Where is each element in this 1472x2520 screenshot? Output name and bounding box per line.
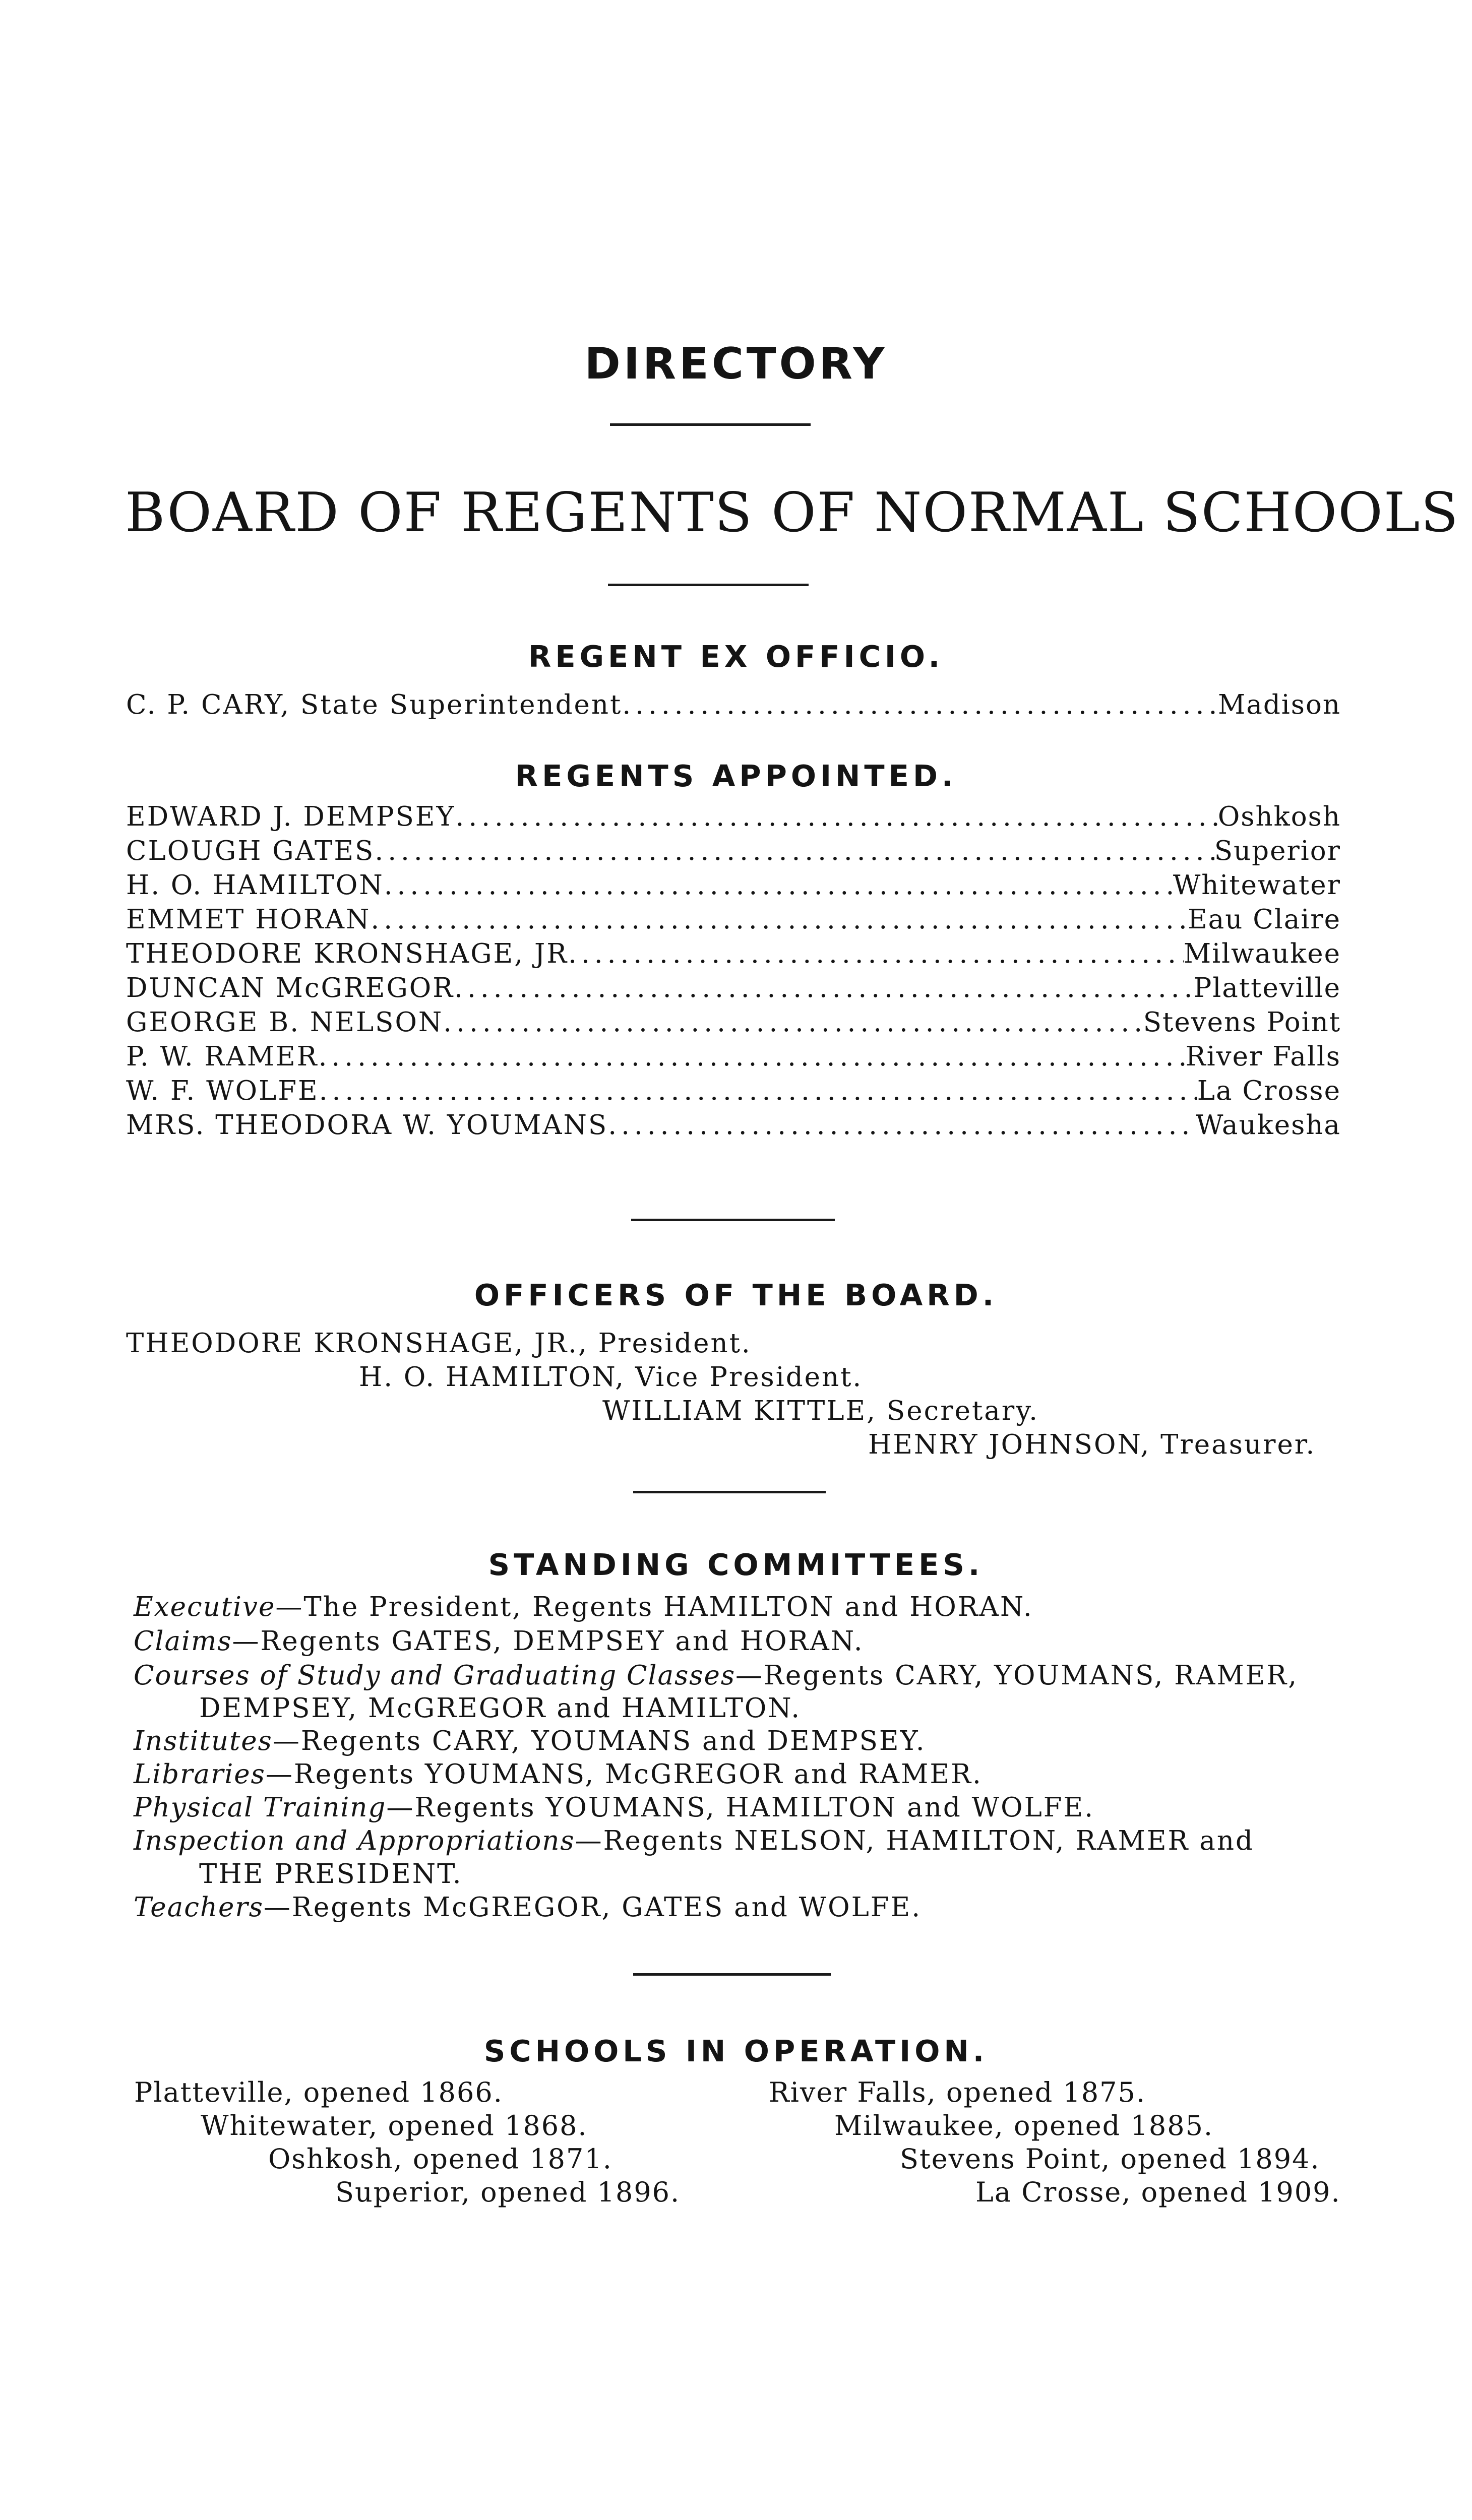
- divider: [631, 1219, 835, 1221]
- committee-members: —Regents CARY, YOUMANS and DEMPSEY.: [272, 1726, 926, 1756]
- dot-leader: [371, 904, 1188, 935]
- section-heading-committees: STANDING COMMITTEES.: [488, 1547, 984, 1582]
- dot-leader: [608, 1110, 1196, 1141]
- committee-label: Teachers: [134, 1892, 264, 1923]
- section-heading-ex-officio: REGENT EX OFFICIO.: [528, 639, 944, 674]
- school-entry: Stevens Point, opened 1894.: [900, 2143, 1320, 2175]
- committee-members: —Regents CARY, YOUMANS, RAMER,: [735, 1660, 1299, 1691]
- dot-leader: [319, 1076, 1197, 1106]
- regent-entry: [126, 1007, 1341, 1041]
- section-heading-appointed: REGENTS APPOINTED.: [515, 759, 957, 793]
- regent-entry: [126, 1076, 1341, 1110]
- regent-name: H. O. HAMILTON: [126, 870, 384, 901]
- regent-name: P. W. RAMER: [126, 1041, 319, 1072]
- committee-members: —The President, Regents HAMILTON and HORAN.: [275, 1592, 1033, 1622]
- school-entry: Superior, opened 1896.: [335, 2176, 681, 2208]
- committee-members: —Regents McGREGOR, GATES and WOLFE.: [263, 1892, 922, 1923]
- dot-leader: [375, 836, 1214, 866]
- dot-leader: [443, 1007, 1143, 1038]
- dot-leader: [455, 801, 1217, 832]
- officer-line: HENRY JOHNSON, Treasurer.: [868, 1429, 1316, 1460]
- committee-item: [134, 1759, 983, 1790]
- committee-item: [134, 1660, 1298, 1691]
- regent-entry: [126, 904, 1341, 938]
- committee-item: [134, 1892, 922, 1923]
- school-entry: La Crosse, opened 1909.: [975, 2176, 1341, 2208]
- committee-item: [134, 1792, 1094, 1823]
- regent-entry: [126, 801, 1341, 836]
- regent-place: Platteville: [1193, 973, 1341, 1003]
- regent-place: Madison: [1218, 689, 1341, 720]
- dot-leader: [568, 938, 1184, 969]
- officer-line: H. O. HAMILTON, Vice President.: [359, 1362, 863, 1393]
- regent-name: DUNCAN McGREGOR: [126, 973, 455, 1003]
- regent-place: Superior: [1214, 836, 1341, 866]
- section-heading-schools: SCHOOLS IN OPERATION.: [483, 2034, 989, 2068]
- divider: [633, 1491, 826, 1493]
- dot-leader: [384, 870, 1173, 901]
- committee-continuation: THE PRESIDENT.: [199, 1859, 463, 1889]
- regent-place: Whitewater: [1173, 870, 1341, 901]
- regent-entry: [126, 870, 1341, 904]
- committee-label: Libraries: [134, 1759, 266, 1790]
- divider: [608, 584, 809, 586]
- committee-members: —Regents YOUMANS, HAMILTON and WOLFE.: [386, 1792, 1095, 1823]
- committee-members: —Regents GATES, DEMPSEY and HORAN.: [232, 1626, 864, 1657]
- dot-leader: [622, 689, 1218, 720]
- regent-place: River Falls: [1185, 1041, 1341, 1072]
- regent-name: EMMET HORAN: [126, 904, 371, 935]
- regent-name: CLOUGH GATES: [126, 836, 375, 866]
- committee-members: —Regents NELSON, HAMILTON, RAMER and: [575, 1825, 1254, 1856]
- regent-place: Milwaukee: [1183, 938, 1341, 969]
- committee-label: Inspection and Appropriations: [134, 1825, 575, 1856]
- regent-name: EDWARD J. DEMPSEY: [126, 801, 456, 832]
- school-entry: Milwaukee, opened 1885.: [834, 2110, 1214, 2141]
- school-entry: Whitewater, opened 1868.: [201, 2110, 588, 2141]
- dot-leader: [454, 973, 1193, 1003]
- committee-label: Institutes: [134, 1726, 273, 1756]
- regent-entry: [126, 1110, 1341, 1144]
- school-entry: Oshkosh, opened 1871.: [268, 2143, 612, 2175]
- regent-entry: [126, 938, 1341, 973]
- regent-entry: [126, 836, 1341, 870]
- school-entry: River Falls, opened 1875.: [769, 2076, 1146, 2108]
- regent-name: W. F. WOLFE: [126, 1076, 319, 1106]
- section-heading-officers: OFFICERS OF THE BOARD.: [474, 1278, 998, 1312]
- regent-entry: [126, 1041, 1341, 1076]
- divider: [610, 423, 811, 426]
- regent-name: C. P. CARY, State Superintendent: [126, 689, 623, 720]
- committee-item: [134, 1592, 1033, 1622]
- committee-item: [134, 1626, 864, 1657]
- regent-name: MRS. THEODORA W. YOUMANS: [126, 1110, 608, 1141]
- page-subtitle: BOARD OF REGENTS OF NORMAL SCHOOLS: [125, 481, 1459, 544]
- officer-line: WILLIAM KITTLE, Secretary.: [602, 1396, 1039, 1426]
- regent-place: Stevens Point: [1143, 1007, 1341, 1038]
- regent-place: Eau Claire: [1187, 904, 1341, 935]
- regent-name: THEODORE KRONSHAGE, JR: [126, 938, 569, 969]
- regent-place: Oshkosh: [1217, 801, 1341, 832]
- regent-name: GEORGE B. NELSON: [126, 1007, 444, 1038]
- regent-place: Waukesha: [1195, 1110, 1341, 1141]
- divider: [633, 1973, 831, 1976]
- school-entry: Platteville, opened 1866.: [134, 2076, 503, 2108]
- committee-label: Courses of Study and Graduating Classes: [134, 1660, 736, 1691]
- dot-leader: [319, 1041, 1186, 1072]
- regent-place: La Crosse: [1197, 1076, 1341, 1106]
- committee-members: —Regents YOUMANS, McGREGOR and RAMER.: [265, 1759, 983, 1790]
- committee-label: Executive: [134, 1592, 276, 1622]
- regent-entry: [126, 973, 1341, 1007]
- officer-line: THEODORE KRONSHAGE, JR., President.: [126, 1328, 752, 1359]
- page-title: DIRECTORY: [584, 339, 888, 389]
- committee-item: [134, 1825, 1254, 1856]
- committee-item: [134, 1726, 926, 1756]
- committee-label: Claims: [134, 1626, 232, 1657]
- committee-continuation: DEMPSEY, McGREGOR and HAMILTON.: [199, 1693, 802, 1724]
- committee-label: Physical Training: [134, 1792, 387, 1823]
- regent-entry: [126, 689, 1341, 724]
